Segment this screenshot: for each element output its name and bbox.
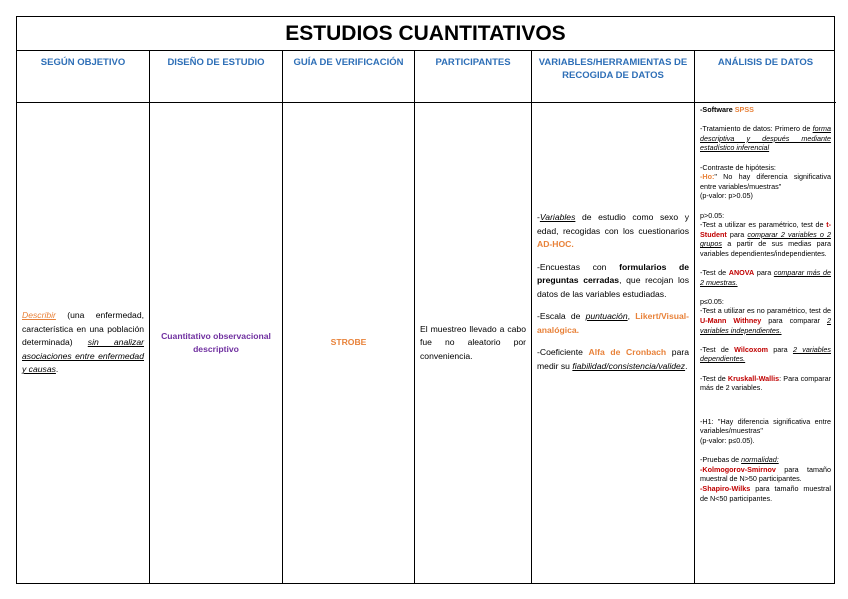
cell-participantes (415, 103, 532, 583)
contraste-item: -Contraste de hipótesis: (700, 162, 776, 172)
variables-desc: de estudio como sexo y edad, recogidas con los cuestionarios (537, 212, 689, 236)
tstudent-desc: comparar 2 variables o 2 grupos (700, 229, 831, 249)
formularios-keyword: formularios de preguntas cerradas (537, 261, 689, 285)
h1-pvalue: (p-valor: p≤0.05). (700, 436, 755, 445)
wilcoxon-item (700, 345, 831, 364)
mannwhitney-label: -Test a utilizar es no paramétrico, test de (700, 306, 831, 316)
shapiro-keyword: -Shapiro-Wilks (700, 483, 751, 493)
normalidad-keyword: normalidad: (741, 455, 779, 465)
kruskal-desc: : Para comparar más de 2 variables. (700, 373, 832, 393)
objetivo-desc: (una enfermedad, característica en una población determinada) (22, 310, 144, 348)
adhoc-keyword: AD-HOC. (537, 239, 574, 249)
header-segun-objetivo: SEGÚN OBJETIVO (17, 51, 150, 103)
dash: - (537, 212, 540, 222)
mannwhitney-keyword: U-Mann Withney (700, 316, 762, 326)
diseno-text: Cuantitativo observacional descriptivo (161, 330, 271, 354)
header-guia-verificacion: GUÍA DE VERIFICACIÓN (283, 51, 415, 103)
wilcoxon-desc: 2 variables dependientes. (700, 344, 831, 364)
likert-keyword: Likert/Visual-analógica. (537, 311, 689, 335)
escala-item (537, 310, 689, 337)
normalidad-item (700, 455, 831, 465)
tstudent-item (700, 220, 831, 258)
objetivo-end: . (55, 364, 59, 375)
puntuacion-keyword: puntuación (585, 311, 628, 321)
comma: , (627, 311, 636, 321)
mannwhitney-desc: 2 variables independientes. (700, 316, 832, 335)
shapiro-item (700, 484, 831, 503)
cronbach-keyword: Alfa de Cronbach (588, 347, 667, 357)
fiabilidad-keyword: fiabilidad/consistencia/validez (572, 360, 686, 371)
variables-item (537, 211, 689, 252)
tstudent-keyword: t-Student (700, 220, 831, 239)
kruskal-label: -Test de (700, 373, 728, 383)
tratamiento-item (700, 124, 831, 153)
software-item (700, 105, 831, 115)
variables-text (532, 211, 694, 382)
participantes-text: El muestreo llevado a cabo fue no aleatorio por conveniencia. (420, 323, 526, 361)
anova-label: -Test de (700, 268, 729, 278)
cell-diseno (150, 103, 283, 583)
spss-keyword: SPSS (734, 105, 754, 114)
tratamiento-desc: forma descriptiva y después mediante estadístico inferencial (700, 124, 831, 153)
encuestas-label: -Encuestas con (537, 261, 620, 272)
tstudent-desc2: a partir de sus medias para variables dependientes/independientes. (700, 239, 831, 258)
page-title: ESTUDIOS CUANTITATIVOS (17, 17, 834, 51)
coeficiente-label: -Coeficiente (537, 347, 589, 357)
ho-item (700, 172, 831, 191)
period: . (685, 360, 688, 371)
variables-keyword: Variables (539, 212, 576, 222)
kruskal-keyword: Kruskall-Wallis (727, 373, 780, 383)
analisis-text (695, 103, 836, 503)
header-participantes: PARTICIPANTES (415, 51, 532, 103)
table (16, 16, 835, 584)
ho-label: -Ho: (700, 172, 715, 182)
anova-keyword: ANOVA (728, 268, 755, 278)
header-variables: VARIABLES/HERRAMIENTAS DE RECOGIDA DE DATOS (532, 51, 695, 103)
kolmogorov-desc: para tamaño muestral de N>50 participantes. (700, 464, 831, 484)
cell-variables (532, 103, 695, 583)
anova-item (700, 268, 831, 287)
objetivo-note: sin analizar asociaciones entre enfermedad y causas (22, 337, 144, 375)
kolmogorov-keyword: -Kolmogorov-Smirnov (700, 464, 776, 474)
kolmogorov-item (700, 465, 831, 484)
p-less-equal: p≤0.05: (700, 296, 724, 306)
ho-desc: " No hay diferencia significativa entre variables/muestras" (700, 172, 831, 191)
tstudent-label: -Test a utilizar es paramétrico, test de (700, 220, 827, 230)
encuestas-desc: , que recojan los datos de las variables estudiadas. (537, 275, 690, 299)
h1-item: -H1: "Hay diferencia significativa entre variables/muestras" (700, 416, 831, 436)
describir-keyword: Describir (22, 310, 56, 321)
guia-text: STROBE (330, 337, 367, 348)
mannwhitney-item (700, 306, 831, 335)
header-diseno-estudio: DISEÑO DE ESTUDIO (150, 51, 283, 103)
tstudent-para: para (726, 229, 748, 239)
cell-guia (283, 103, 415, 583)
wilcoxon-label: -Test de (700, 344, 735, 354)
wilcoxon-keyword: Wilcoxom (734, 344, 769, 354)
coeficiente-item (537, 346, 689, 373)
encuestas-item (537, 261, 689, 302)
software-label: -Software (700, 105, 735, 114)
ho-pvalue: (p-valor: p>0.05) (700, 191, 753, 201)
escala-label: -Escala de (537, 311, 586, 321)
tratamiento-label: -Tratamiento de datos: Primero de (700, 124, 813, 134)
header-analisis-datos: ANÁLISIS DE DATOS (695, 51, 836, 103)
shapiro-desc: para tamaño muestral de N<50 participantes. (700, 483, 831, 503)
cell-objetivo (17, 103, 150, 583)
p-greater: p>0.05: (700, 210, 725, 220)
anova-desc: comparar más de 2 muestras. (700, 268, 831, 287)
coeficiente-desc: para medir su (537, 347, 689, 371)
anova-para: para (754, 268, 774, 278)
wilcoxon-para: para (768, 344, 793, 354)
objetivo-text (17, 309, 149, 377)
kruskal-item (700, 374, 831, 393)
cell-analisis (695, 103, 836, 583)
mannwhitney-para: para comparar (761, 316, 828, 326)
normalidad-label: -Pruebas de (700, 455, 742, 465)
